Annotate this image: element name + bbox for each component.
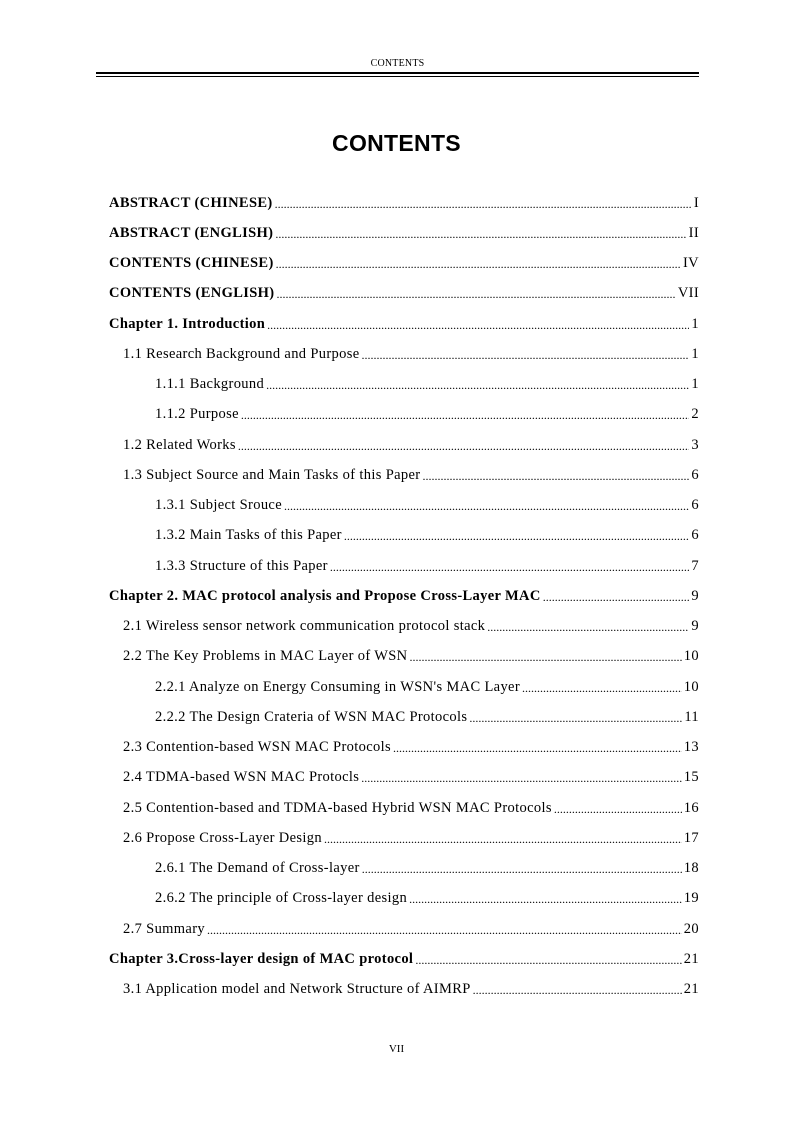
toc-entry-title: 2.2.2 The Design Crateria of WSN MAC Protocols	[155, 708, 468, 725]
toc-entry[interactable]	[109, 400, 699, 430]
toc-leader-dots	[207, 923, 682, 938]
toc-entry[interactable]	[109, 672, 699, 702]
toc-leader-dots	[276, 257, 681, 272]
toc-entry-title: 2.1 Wireless sensor network communication protocol stack	[123, 618, 486, 635]
toc-leader-dots	[275, 227, 686, 242]
toc-leader-dots	[554, 802, 682, 817]
toc-leader-dots	[284, 499, 689, 514]
toc-leader-dots	[361, 771, 682, 786]
toc-leader-dots	[241, 408, 689, 423]
toc-entry[interactable]	[109, 460, 699, 490]
toc-entry-page: 3	[691, 436, 699, 453]
toc-entry-page: VII	[677, 285, 699, 302]
toc-entry-page: IV	[682, 255, 699, 272]
toc-leader-dots	[362, 348, 690, 363]
toc-leader-dots	[473, 983, 682, 998]
toc-entry[interactable]	[109, 612, 699, 642]
toc-entry-page: 9	[691, 587, 699, 604]
toc-leader-dots	[543, 590, 690, 605]
toc-entry[interactable]	[109, 823, 699, 853]
toc-leader-dots	[275, 197, 692, 212]
toc-entry-page: 19	[683, 890, 699, 907]
toc-entry[interactable]	[109, 763, 699, 793]
toc-entry-title: 1.2 Related Works	[123, 436, 236, 453]
toc-leader-dots	[415, 953, 681, 968]
toc-leader-dots	[487, 620, 689, 635]
toc-entry-title: 2.6.1 The Demand of Cross-layer	[155, 860, 360, 877]
toc-entry[interactable]	[109, 642, 699, 672]
toc-entry-title: 1.3.1 Subject Srouce	[155, 497, 283, 514]
toc-leader-dots	[266, 378, 689, 393]
toc-entry-title: 2.2.1 Analyze on Energy Consuming in WSN's MAC Layer	[155, 678, 521, 695]
toc-entry[interactable]	[109, 279, 699, 309]
toc-entry-page: I	[693, 194, 699, 211]
toc-entry-title: Chapter 2. MAC protocol analysis and Propose Cross-Layer MAC	[109, 587, 541, 604]
toc-entry-page: 6	[691, 466, 699, 483]
toc-entry-page: 13	[683, 739, 699, 756]
toc-entry-title: 2.6 Propose Cross-Layer Design	[123, 829, 322, 846]
toc-entry-title: CONTENTS (CHINESE)	[109, 255, 274, 272]
toc-entry-page: 6	[691, 527, 699, 544]
toc-entry[interactable]	[109, 854, 699, 884]
header-rule-thick	[96, 72, 699, 74]
running-header: CONTENTS	[370, 58, 425, 69]
toc-entry-title: Chapter 3.Cross-layer design of MAC protocol	[109, 950, 414, 967]
toc-entry[interactable]	[109, 249, 699, 279]
toc-leader-dots	[324, 832, 682, 847]
toc-entry-page: 1	[691, 315, 699, 332]
toc-leader-dots	[393, 741, 682, 756]
toc-entry-page: 1	[691, 345, 699, 362]
toc-entry[interactable]	[109, 793, 699, 823]
toc-entry-title: 1.1.2 Purpose	[155, 406, 239, 423]
toc-entry-page: 9	[691, 618, 699, 635]
table-of-contents	[109, 188, 699, 1005]
toc-leader-dots	[238, 439, 690, 454]
toc-entry-title: 2.3 Contention-based WSN MAC Protocols	[123, 739, 391, 756]
toc-entry[interactable]	[109, 491, 699, 521]
toc-entry-title: 1.3.3 Structure of this Paper	[155, 557, 328, 574]
toc-entry[interactable]	[109, 339, 699, 369]
toc-entry-title: 2.7 Summary	[123, 920, 205, 937]
toc-leader-dots	[362, 862, 682, 877]
toc-entry-title: 1.1 Research Background and Purpose	[123, 345, 360, 362]
toc-entry[interactable]	[109, 188, 699, 218]
toc-entry-title: ABSTRACT (ENGLISH)	[109, 224, 274, 241]
toc-entry-title: CONTENTS (ENGLISH)	[109, 285, 275, 302]
toc-entry[interactable]	[109, 309, 699, 339]
toc-entry-title: 1.1.1 Background	[155, 376, 265, 393]
toc-entry-title: 2.6.2 The principle of Cross-layer design	[155, 890, 408, 907]
toc-entry-page: 6	[691, 497, 699, 514]
toc-entry[interactable]	[109, 521, 699, 551]
toc-entry-page: II	[688, 224, 699, 241]
toc-entry-title: 2.2 The Key Problems in MAC Layer of WSN	[123, 648, 408, 665]
toc-entry-page: 21	[683, 950, 699, 967]
toc-entry-page: 2	[691, 406, 699, 423]
toc-leader-dots	[344, 529, 690, 544]
toc-entry-page: 18	[683, 860, 699, 877]
toc-leader-dots	[409, 892, 682, 907]
toc-entry-page: 10	[683, 678, 699, 695]
toc-entry-title: 1.3.2 Main Tasks of this Paper	[155, 527, 342, 544]
toc-leader-dots	[469, 711, 682, 726]
page-title: CONTENTS	[332, 130, 461, 156]
toc-entry-title: Chapter 1. Introduction	[109, 315, 266, 332]
toc-leader-dots	[410, 650, 682, 665]
toc-leader-dots	[522, 681, 682, 696]
toc-entry-page: 7	[691, 557, 699, 574]
toc-entry[interactable]	[109, 733, 699, 763]
toc-leader-dots	[267, 318, 689, 333]
toc-leader-dots	[330, 560, 690, 575]
toc-entry[interactable]	[109, 702, 699, 732]
toc-entry[interactable]	[109, 581, 699, 611]
toc-entry-page: 20	[683, 920, 699, 937]
toc-entry-page: 10	[683, 648, 699, 665]
toc-entry[interactable]	[109, 884, 699, 914]
toc-entry-page: 17	[683, 829, 699, 846]
page-number: VII	[388, 1043, 405, 1055]
toc-entry-page: 11	[684, 708, 699, 725]
toc-entry-page: 1	[691, 376, 699, 393]
toc-entry-page: 16	[683, 799, 699, 816]
toc-entry-title: 3.1 Application model and Network Structure of AIMRP	[123, 981, 471, 998]
toc-entry-page: 21	[683, 981, 699, 998]
toc-entry[interactable]	[109, 975, 699, 1005]
toc-entry-title: 1.3 Subject Source and Main Tasks of this Paper	[123, 466, 421, 483]
toc-entry-title: 2.5 Contention-based and TDMA-based Hybrid WSN MAC Protocols	[123, 799, 552, 816]
toc-entry[interactable]	[109, 430, 699, 460]
toc-entry-title: 2.4 TDMA-based WSN MAC Protocls	[123, 769, 360, 786]
toc-entry[interactable]	[109, 551, 699, 581]
toc-leader-dots	[422, 469, 689, 484]
toc-entry-title: ABSTRACT (CHINESE)	[109, 194, 273, 211]
toc-entry[interactable]	[109, 914, 699, 944]
toc-entry-page: 15	[683, 769, 699, 786]
toc-leader-dots	[276, 287, 675, 302]
header-rule-thin	[96, 76, 699, 77]
toc-entry[interactable]	[109, 370, 699, 400]
toc-entry[interactable]	[109, 218, 699, 248]
toc-entry[interactable]	[109, 944, 699, 974]
